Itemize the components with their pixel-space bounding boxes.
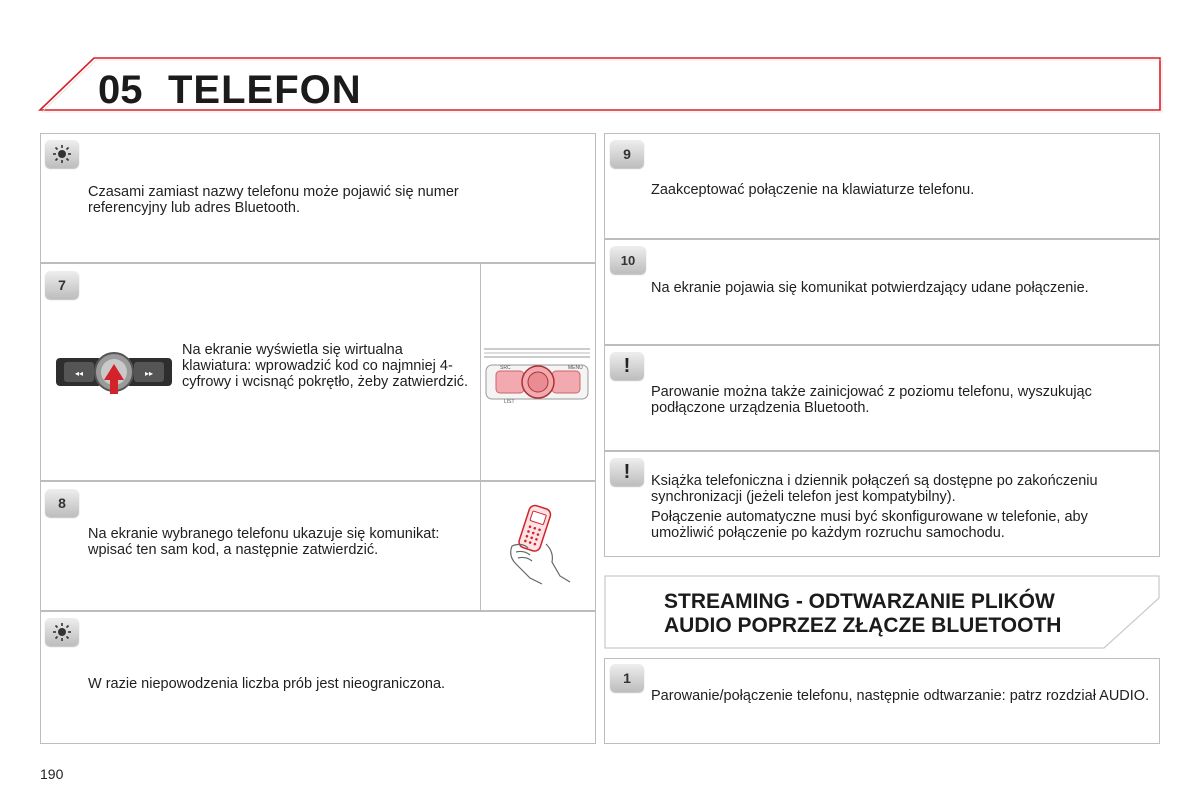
lightbulb-icon	[45, 618, 79, 646]
step-7-text: Na ekranie wyświetla się wirtualna klawiatura: wprowadzić kod co najmniej 4-cyfrowy i wcisnąć pokrętło, żeby zatwierdzić.	[182, 342, 469, 390]
step-8-divider	[480, 481, 481, 611]
warning-icon: !	[610, 352, 644, 380]
warning-icon: !	[610, 458, 644, 486]
radio-list-label: LIST	[504, 399, 515, 405]
phone-in-hand-illustration	[498, 500, 578, 588]
step-8-text: Na ekranie wybranego telefonu ukazuje się komunikat: wpisać ten sam kod, a następnie zatwierdzić.	[88, 526, 440, 558]
radio-menu-label: MENU	[568, 365, 583, 371]
lightbulb-icon	[45, 140, 79, 168]
page-number: 190	[40, 766, 64, 782]
svg-text:▸▸: ▸▸	[144, 369, 154, 378]
tip-text-2: W razie niepowodzenia liczba prób jest nieograniczona.	[88, 676, 446, 692]
step-badge-1: 1	[610, 664, 644, 692]
radio-src-label: SRC	[500, 365, 511, 371]
chapter-title: TELEFON	[168, 68, 362, 112]
streaming-title-line-1: STREAMING - ODTWARZANIE PLIKÓW	[664, 590, 1055, 613]
step-badge-8: 8	[45, 489, 79, 517]
step-10-text: Na ekranie pojawia się komunikat potwierdzający udane połączenie.	[651, 280, 1089, 296]
svg-text:◂◂: ◂◂	[74, 369, 84, 378]
step-badge-10: 10	[610, 246, 646, 274]
warning-text-1: Parowanie można także zainicjować z poziomu telefonu, wyszukując podłączone urządzenia Bluetooth.	[651, 384, 1092, 416]
streaming-title-line-2: AUDIO POPRZEZ ZŁĄCZE BLUETOOTH	[664, 614, 1062, 637]
streaming-section-title	[664, 590, 1134, 638]
step-9-text: Zaakceptować połączenie na klawiaturze telefonu.	[651, 182, 975, 198]
step-1-text: Parowanie/połączenie telefonu, następnie odtwarzanie: patrz rozdział AUDIO.	[651, 688, 1150, 704]
step-badge-9: 9	[610, 140, 644, 168]
tip-text-1: Czasami zamiast nazwy telefonu może pojawić się numer referencyjny lub adres Bluetooth.	[88, 184, 459, 216]
step-badge-7: 7	[45, 271, 79, 299]
chapter-number: 05	[98, 68, 143, 112]
warning-text-2b: Połączenie automatyczne musi być skonfigurowane w telefonie, aby umożliwić połączenie po każdym rozruchu samochodu.	[651, 509, 1088, 541]
step-7-divider	[480, 263, 481, 481]
warning-text-2a: Książka telefoniczna i dziennik połączeń są dostępne po zakończeniu synchronizacji (jeżeli telefon jest kompatybilny).	[651, 473, 1098, 505]
control-dial-illustration	[54, 350, 174, 400]
radio-panel-illustration	[482, 345, 592, 405]
